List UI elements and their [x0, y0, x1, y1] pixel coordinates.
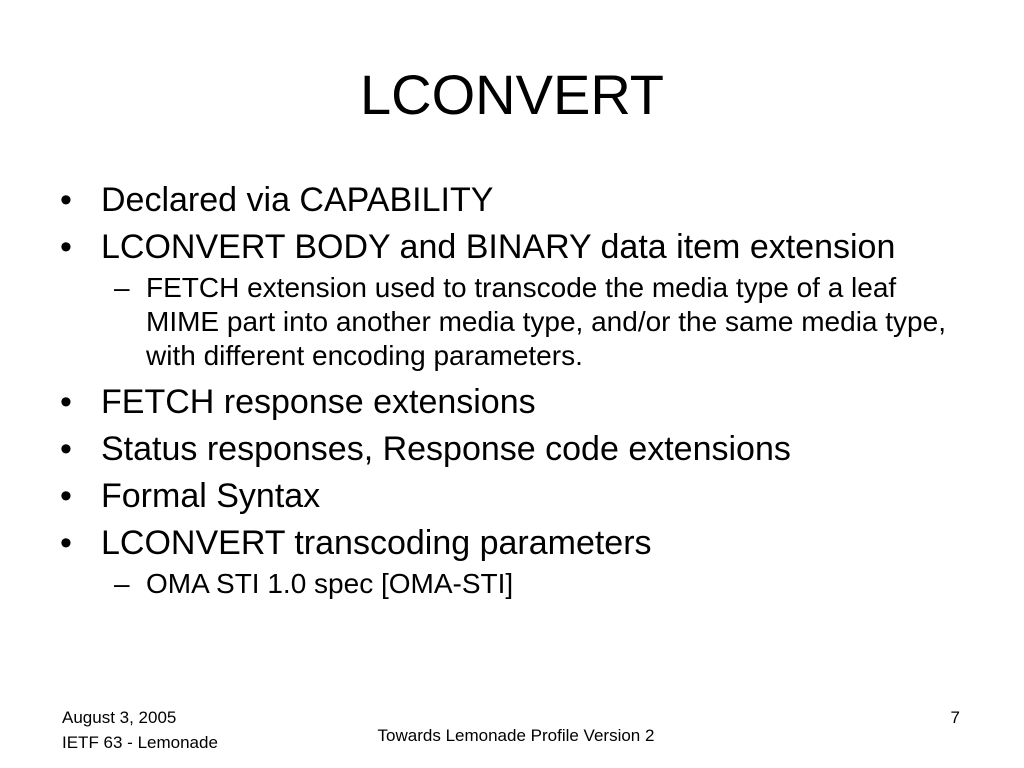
footer-event: IETF 63 - Lemonade — [62, 733, 218, 752]
bullet-text: LCONVERT BODY and BINARY data item extension — [101, 228, 896, 266]
bullet-item — [0, 429, 1024, 469]
bullet-list — [0, 180, 1024, 610]
bullet-item — [0, 227, 1024, 267]
sub-bullet-text: OMA STI 1.0 spec [OMA-STI] — [146, 568, 514, 599]
page-number: 7 — [950, 708, 960, 727]
bullet-item — [0, 180, 1024, 220]
bullet-text: LCONVERT transcoding parameters — [101, 524, 652, 562]
bullet-marker: • — [60, 477, 72, 515]
bullet-text: Status responses, Response code extensions — [101, 430, 791, 468]
bullet-marker: • — [60, 430, 72, 468]
bullet-text: Formal Syntax — [101, 477, 321, 515]
sub-bullet-marker: – — [114, 568, 130, 599]
footer-date: August 3, 2005 — [62, 708, 177, 727]
sub-bullet-item — [0, 271, 1024, 373]
bullet-item — [0, 382, 1024, 422]
sub-bullet-text: FETCH extension used to transcode the media type of a leaf MIME part into another media type, and/or the same media type, with different encoding parameters. — [146, 272, 946, 371]
footer-title: Towards Lemonade Profile Version 2 — [377, 726, 655, 745]
bullet-item — [0, 476, 1024, 516]
bullet-item — [0, 523, 1024, 563]
sub-bullet-item — [0, 567, 1024, 601]
bullet-marker: • — [60, 383, 72, 421]
bullet-text: FETCH response extensions — [101, 383, 536, 421]
bullet-marker: • — [60, 181, 72, 219]
bullet-marker: • — [60, 228, 72, 266]
slide-title: LCONVERT — [360, 63, 664, 126]
bullet-marker: • — [60, 524, 72, 562]
sub-bullet-marker: – — [114, 272, 130, 303]
bullet-text: Declared via CAPABILITY — [101, 181, 494, 219]
